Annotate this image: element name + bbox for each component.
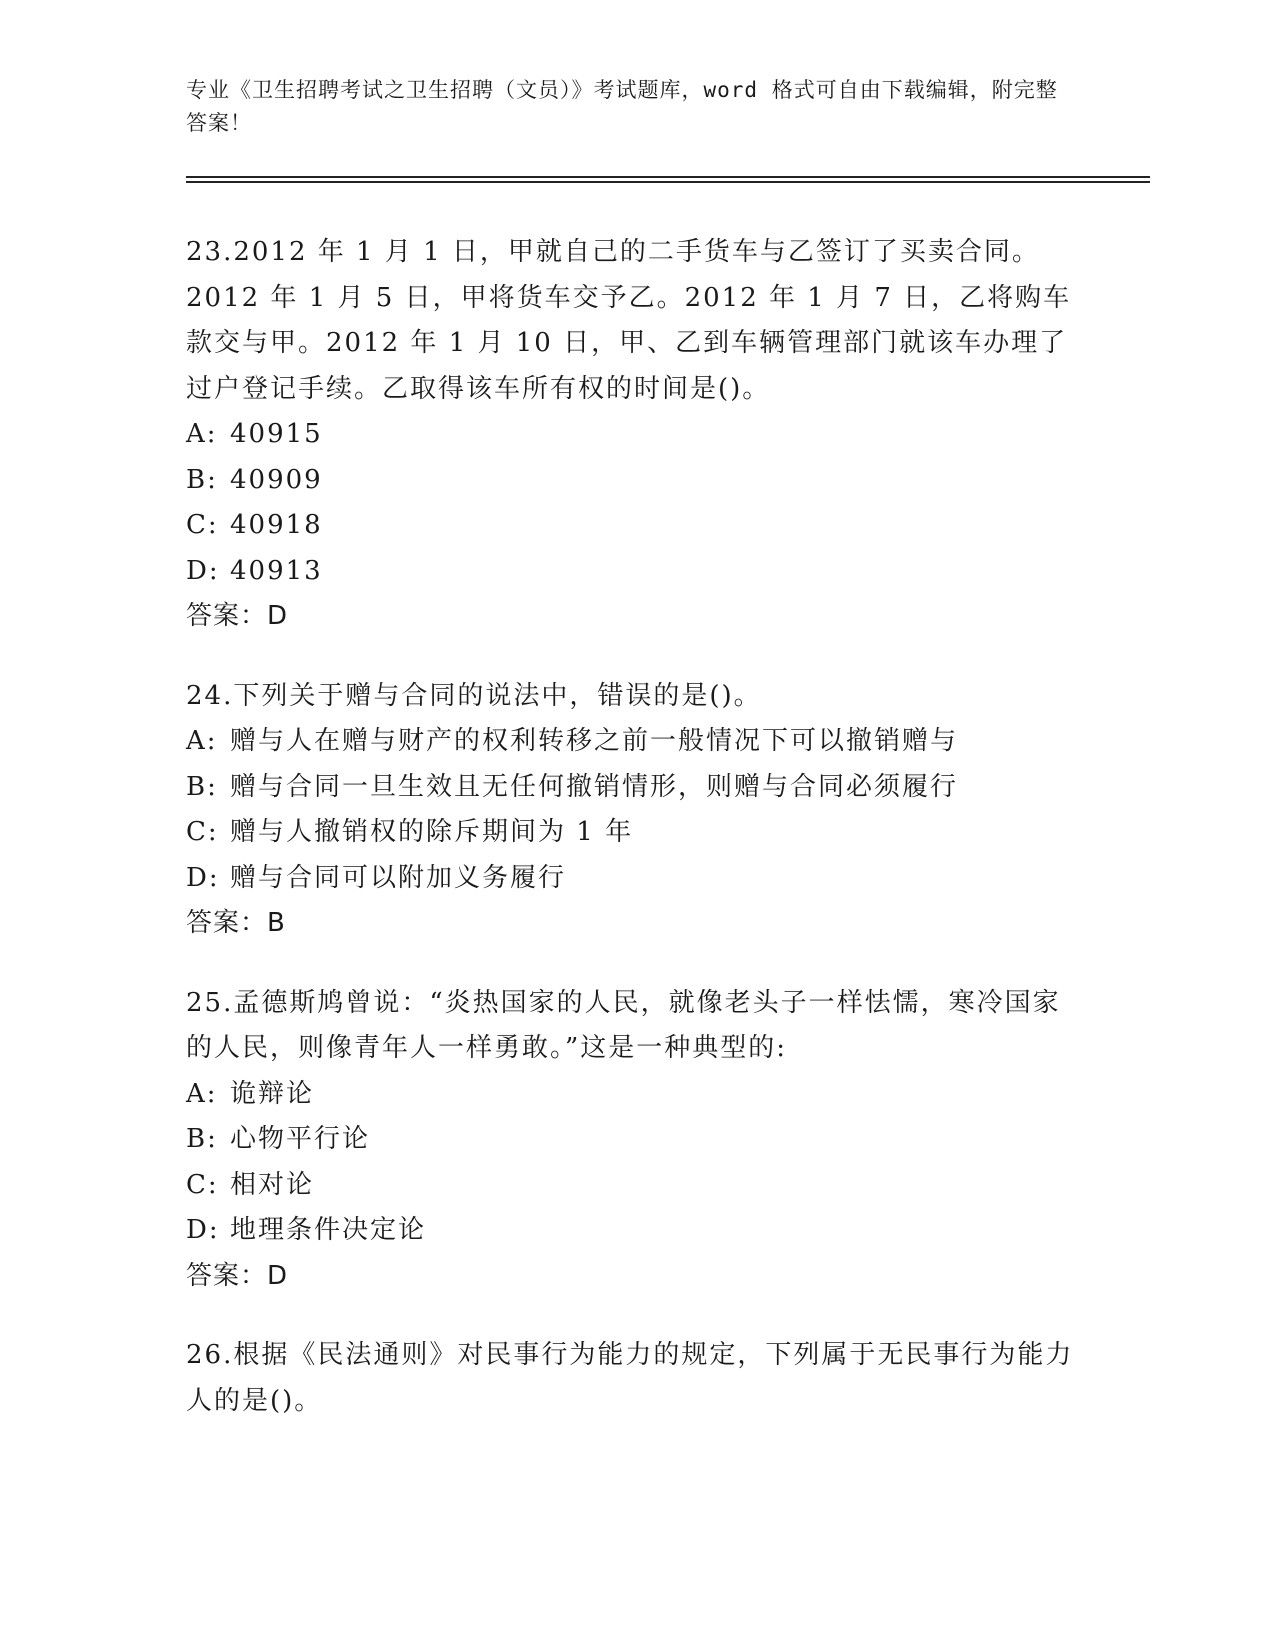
answer-line: 答案：D [186,601,289,631]
option-d [186,1208,1086,1254]
option-c [186,1163,1086,1209]
question-23 [186,230,1086,640]
option-label: B: [186,464,218,495]
option-c [186,503,1086,549]
question-stem: 25.孟德斯鸠曾说：“炎热国家的人民，就像老头子一样怯懦，寒冷国家的人民，则像青年人一样勇敢。”这是一种典型的: [186,987,1061,1063]
option-d [186,549,1086,595]
option-a [186,412,1086,458]
option-b [186,1117,1086,1163]
option-label: A: [186,1078,218,1109]
option-text: 赠与合同一旦生效且无任何撤销情形，则赠与合同必须履行 [230,771,959,802]
option-label: D: [186,555,220,586]
option-a [186,1072,1086,1118]
option-label: D: [186,1215,220,1245]
option-label: A: [186,726,218,756]
header-divider-top [186,176,1150,178]
option-text: 赠与人在赠与财产的权利转移之前一般情况下可以撤销赠与 [230,726,959,756]
question-stem: 23.2012 年 1 月 1 日，甲就自己的二手货车与乙签订了买卖合同。2012 年 1 月 5 日，甲将货车交予乙。2012 年 1 月 7 日，乙将购车款交与甲。2012 年 1 月 10 日，甲、乙到车辆管理部门就该车办理了过户登记手续。乙取得该车所有权的时间是()。 [186,237,1072,404]
option-label: D: [186,862,220,893]
option-text: 心物平行论 [230,1124,371,1154]
option-c [186,810,1086,856]
option-label: C: [186,817,219,847]
header-divider-bottom [186,181,1150,183]
option-label: A: [186,419,218,449]
option-text: 地理条件决定论 [230,1215,427,1245]
option-b [186,765,1086,811]
option-text: 40915 [230,419,323,449]
option-label: C: [186,510,219,540]
option-text: 赠与合同可以附加义务履行 [230,862,567,893]
answer-line: 答案：B [186,908,286,938]
option-text: 40909 [230,464,323,495]
option-text: 相对论 [230,1169,315,1200]
option-text: 诡辩论 [230,1078,315,1109]
question-list [186,230,1086,1458]
answer-line: 答案：D [186,1260,289,1291]
question-24 [186,674,1086,947]
option-label: B: [186,1124,218,1154]
option-d [186,856,1086,902]
document-header: 专业《卫生招聘考试之卫生招聘（文员）》考试题库，word 格式可自由下载编辑，附完整答案！ [186,78,1058,135]
question-stem: 24.下列关于赠与合同的说法中，错误的是()。 [186,680,762,711]
option-a [186,719,1086,765]
option-text: 赠与人撤销权的除斥期间为 1 年 [230,817,634,847]
question-25 [186,981,1086,1300]
question-26 [186,1333,1086,1424]
option-label: B: [186,771,218,802]
option-label: C: [186,1169,219,1200]
question-stem: 26.根据《民法通则》对民事行为能力的规定，下列属于无民事行为能力人的是()。 [186,1340,1074,1416]
option-text: 40913 [230,555,323,586]
option-b [186,458,1086,504]
option-text: 40918 [230,510,323,540]
